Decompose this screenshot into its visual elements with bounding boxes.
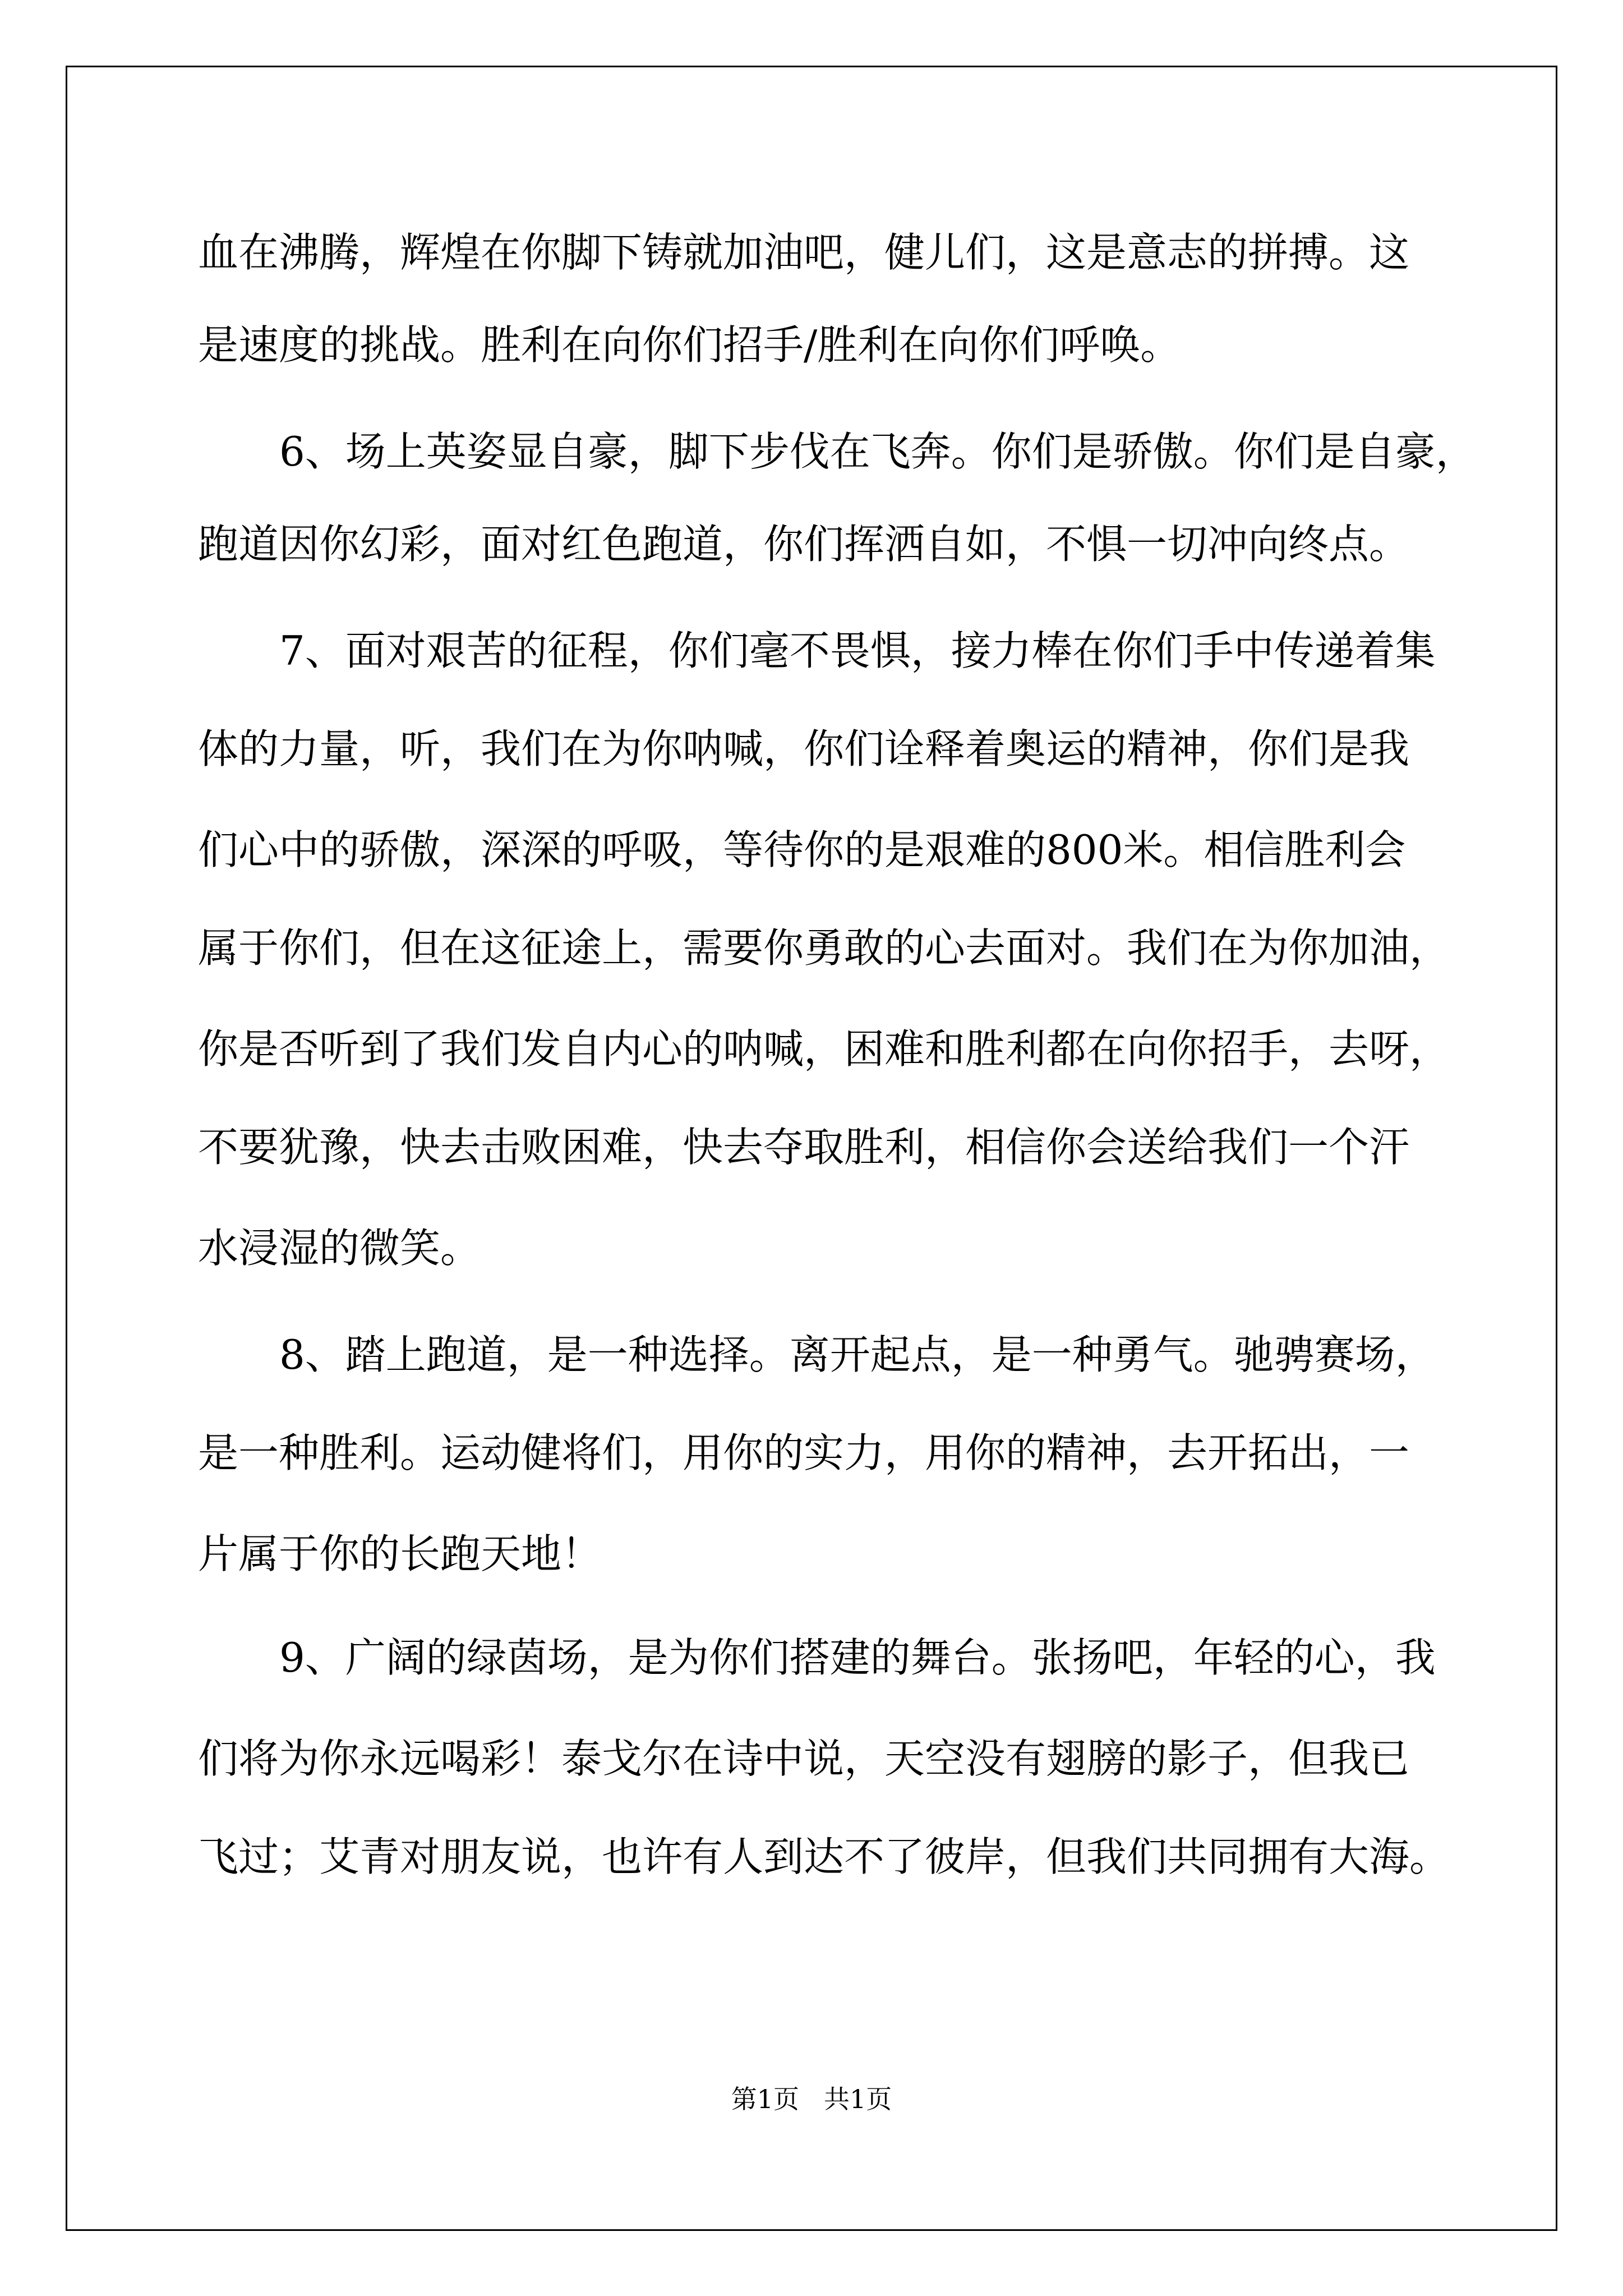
paragraph-first-line: 6、场上英姿显自豪，脚下步伐在飞奔。你们是骄傲。你们是自豪，: [279, 428, 1476, 475]
text-line: 血在沸腾，辉煌在你脚下铸就加油吧，健儿们，这是意志的拼搏。这: [198, 229, 1410, 276]
paragraph-first-line: 8、踏上跑道，是一种选择。离开起点，是一种勇气。驰骋赛场，: [279, 1331, 1436, 1378]
text-line: 跑道因你幻彩，面对红色跑道，你们挥洒自如，不惧一切冲向终点。: [198, 521, 1410, 568]
text-line: 不要犹豫，快去击败困难，快去夺取胜利，相信你会送给我们一个汗: [198, 1124, 1410, 1171]
text-line: 是速度的挑战。胜利在向你们招手/胜利在向你们呼唤。: [198, 321, 1181, 369]
page-footer: [0, 2082, 1623, 2116]
text-line: 片属于你的长跑天地！: [198, 1530, 602, 1577]
text-line: 体的力量，听，我们在为你呐喊，你们诠释着奥运的精神，你们是我: [198, 725, 1410, 772]
text-line: 是一种胜利。运动健将们，用你的实力，用你的精神，去开拓出，一: [198, 1429, 1410, 1476]
page-number: 第1页: [731, 2084, 800, 2114]
text-line: 飞过；艾青对朋友说，也许有人到达不了彼岸，但我们共同拥有大海。: [198, 1833, 1450, 1880]
text-line: 们心中的骄傲，深深的呼吸，等待你的是艰难的800米。相信胜利会: [198, 826, 1406, 873]
text-line: 属于你们，但在这征途上，需要你勇敢的心去面对。我们在为你加油，: [198, 924, 1450, 972]
text-line: 你是否听到了我们发自内心的呐喊，困难和胜利都在向你招手，去呀，: [198, 1025, 1450, 1073]
page-total: 共1页: [823, 2084, 892, 2114]
paragraph-first-line: 9、广阔的绿茵场，是为你们搭建的舞台。张扬吧，年轻的心，我: [279, 1634, 1436, 1681]
paragraph-first-line: 7、面对艰苦的征程，你们毫不畏惧，接力棒在你们手中传递着集: [279, 627, 1436, 674]
text-line: 们将为你永远喝彩！泰戈尔在诗中说，天空没有翅膀的影子，但我已: [198, 1735, 1410, 1782]
text-line: 水浸湿的微笑。: [198, 1225, 481, 1272]
